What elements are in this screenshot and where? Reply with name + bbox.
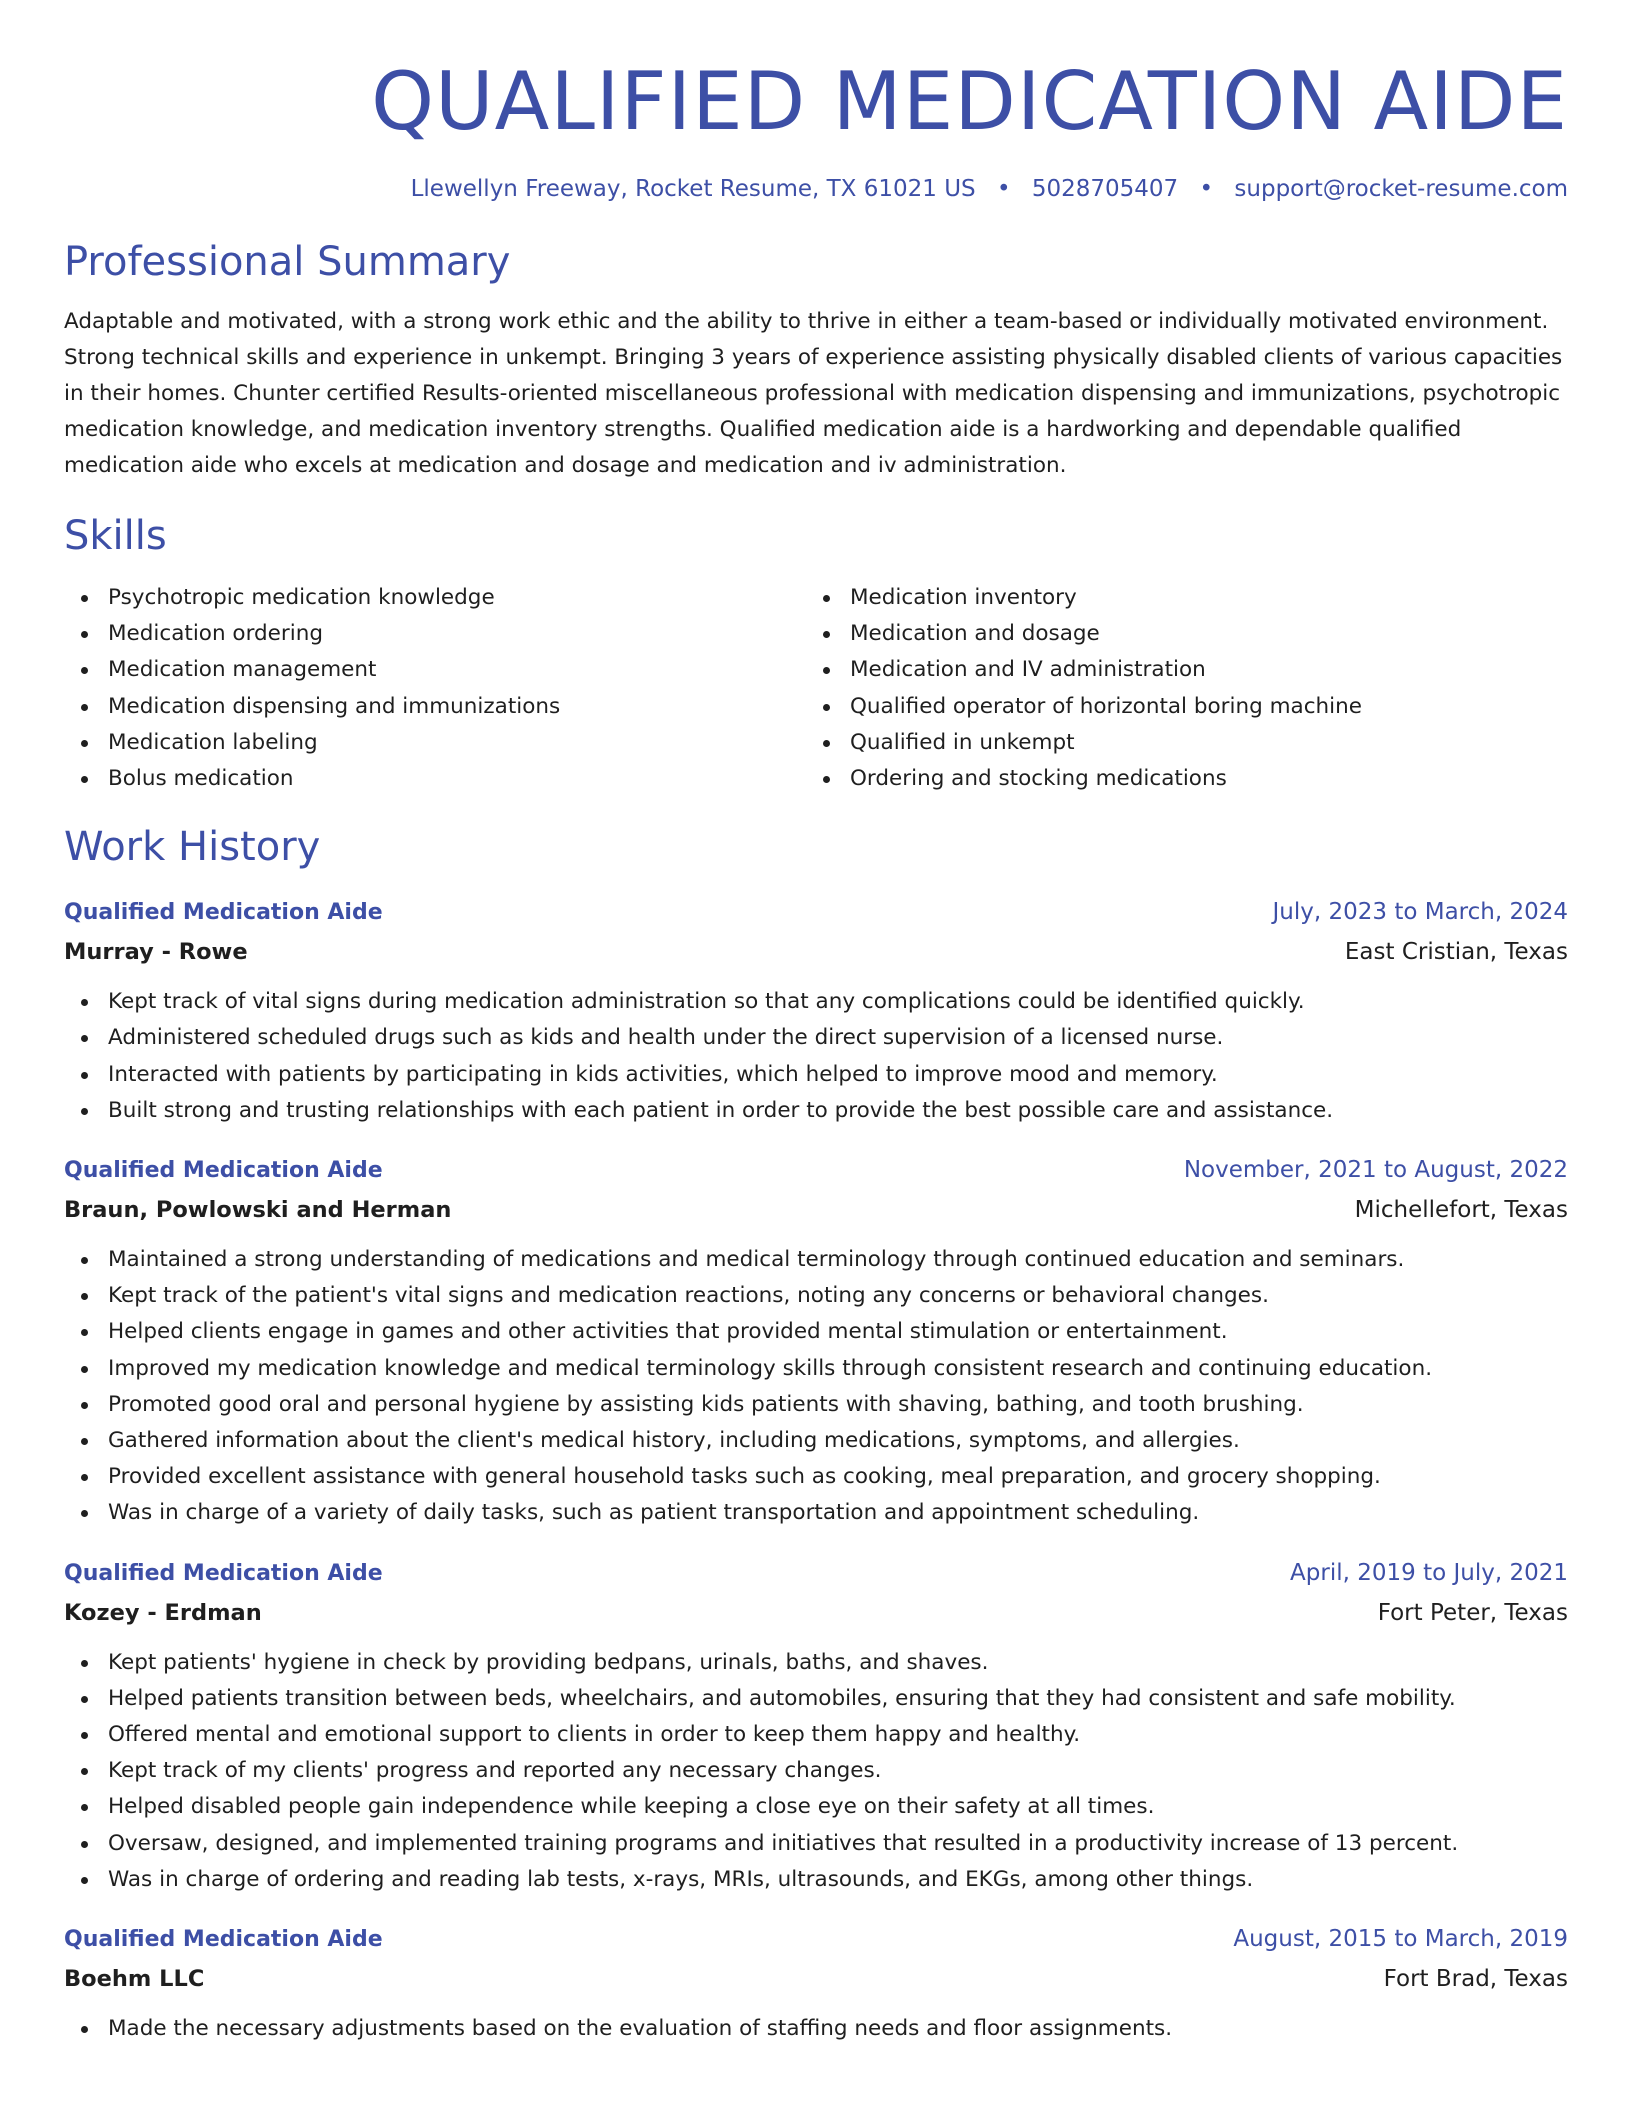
job-location: Michellefort, Texas (1354, 1197, 1568, 1224)
job-dates: April, 2019 to July, 2021 (1290, 1559, 1568, 1586)
job-title-row (64, 1920, 1568, 1959)
skills-section (64, 512, 1568, 797)
job-dates: August, 2015 to March, 2019 (1233, 1926, 1568, 1953)
job-bullet: Maintained a strong understanding of medications and medical terminology through continued education and seminars. (64, 1242, 1568, 1278)
job-title: Qualified Medication Aide (64, 900, 383, 926)
job-entry (64, 1920, 1568, 2047)
skill-item: Medication and IV administration (806, 652, 1548, 688)
contact-phone: 5028705407 (1031, 176, 1179, 202)
job-entry (64, 1151, 1568, 1532)
skill-item: Medication management (64, 652, 806, 688)
job-title-row (64, 893, 1568, 932)
job-bullet: Kept track of vital signs during medication administration so that any complications could be identified quickly. (64, 984, 1568, 1020)
contact-separator: • (1199, 176, 1214, 202)
job-title-row (64, 1554, 1568, 1593)
resume-header (64, 0, 1568, 202)
job-entry (64, 1554, 1568, 1898)
skills-column-left (64, 580, 806, 797)
skill-item: Medication ordering (64, 616, 806, 652)
work-history-section (64, 823, 1568, 2047)
job-bullets (64, 2011, 1568, 2047)
job-title-row (64, 1151, 1568, 1190)
job-title: Qualified Medication Aide (64, 1158, 383, 1184)
job-company-row (64, 1593, 1568, 1633)
job-bullet: Kept track of the patient's vital signs and medication reactions, noting any concerns or behavioral changes. (64, 1278, 1568, 1314)
job-bullet: Provided excellent assistance with general household tasks such as cooking, meal preparation, and grocery shopping. (64, 1459, 1568, 1495)
job-bullet: Helped patients transition between beds, wheelchairs, and automobiles, ensuring that they had consistent and safe mobility. (64, 1681, 1568, 1717)
job-entry (64, 893, 1568, 1129)
job-company: Braun, Powlowski and Herman (64, 1197, 452, 1224)
skill-item: Medication and dosage (806, 616, 1548, 652)
job-dates: November, 2021 to August, 2022 (1183, 1157, 1568, 1184)
skill-item: Medication dispensing and immunizations (64, 689, 806, 725)
job-bullet: Kept track of my clients' progress and reported any necessary changes. (64, 1753, 1568, 1789)
skills-grid (64, 580, 1568, 797)
job-bullets (64, 1645, 1568, 1898)
job-bullet: Was in charge of ordering and reading lab tests, x-rays, MRIs, ultrasounds, and EKGs, among other things. (64, 1862, 1568, 1898)
job-bullets (64, 984, 1568, 1129)
job-bullet: Was in charge of a variety of daily tasks, such as patient transportation and appointment scheduling. (64, 1495, 1568, 1531)
job-dates: July, 2023 to March, 2024 (1272, 899, 1568, 926)
job-bullets (64, 1242, 1568, 1532)
skill-item: Bolus medication (64, 761, 806, 797)
skill-item: Qualified in unkempt (806, 725, 1548, 761)
contact-email: support@rocket-resume.com (1234, 176, 1568, 202)
professional-summary-section (64, 238, 1568, 484)
job-bullet: Helped disabled people gain independence while keeping a close eye on their safety at all times. (64, 1789, 1568, 1825)
job-company-row (64, 1190, 1568, 1230)
job-bullet: Interacted with patients by participating in kids activities, which helped to improve mood and memory. (64, 1057, 1568, 1093)
job-location: East Cristian, Texas (1344, 939, 1568, 966)
job-company-row (64, 1959, 1568, 1999)
job-bullet: Kept patients' hygiene in check by providing bedpans, urinals, baths, and shaves. (64, 1645, 1568, 1681)
resume-title: QUALIFIED MEDICATION AIDE (371, 55, 1568, 148)
job-company: Murray - Rowe (64, 939, 248, 966)
job-location: Fort Brad, Texas (1383, 1966, 1568, 1993)
job-location: Fort Peter, Texas (1377, 1599, 1568, 1626)
job-title: Qualified Medication Aide (64, 1560, 383, 1586)
job-bullet: Administered scheduled drugs such as kids and health under the direct supervision of a licensed nurse. (64, 1020, 1568, 1056)
job-bullet: Built strong and trusting relationships with each patient in order to provide the best possible care and assistance. (64, 1093, 1568, 1129)
skill-item: Medication labeling (64, 725, 806, 761)
job-bullet: Promoted good oral and personal hygiene by assisting kids patients with shaving, bathing, and tooth brushing. (64, 1387, 1568, 1423)
section-heading-summary: Professional Summary (64, 239, 511, 285)
job-company: Kozey - Erdman (64, 1599, 262, 1626)
skills-column-right (806, 580, 1548, 797)
job-bullet: Gathered information about the client's medical history, including medications, symptoms, and allergies. (64, 1423, 1568, 1459)
job-bullet: Helped clients engage in games and other activities that provided mental stimulation or entertainment. (64, 1314, 1568, 1350)
job-company-row (64, 932, 1568, 972)
skill-item: Ordering and stocking medications (806, 761, 1548, 797)
job-company: Boehm LLC (64, 1966, 205, 1993)
section-heading-work-history: Work History (64, 824, 321, 871)
job-bullet: Offered mental and emotional support to clients in order to keep them happy and healthy. (64, 1717, 1568, 1753)
skill-item: Psychotropic medication knowledge (64, 580, 806, 616)
contact-separator: • (996, 176, 1011, 202)
job-bullet: Oversaw, designed, and implemented training programs and initiatives that resulted in a productivity increase of 13 percent. (64, 1826, 1568, 1862)
job-title: Qualified Medication Aide (64, 1927, 383, 1953)
contact-line (64, 176, 1568, 202)
job-bullet: Improved my medication knowledge and medical terminology skills through consistent research and continuing education. (64, 1351, 1568, 1387)
job-bullet: Made the necessary adjustments based on the evaluation of staffing needs and floor assignments. (64, 2011, 1568, 2047)
skill-item: Qualified operator of horizontal boring machine (806, 689, 1548, 725)
section-heading-skills: Skills (64, 513, 167, 559)
summary-text: Adaptable and motivated, with a strong work ethic and the ability to thrive in either a team-based or individually motivated environment. Strong technical skills and experience in unkempt. Bringing 3 years of experience assisting physically disabled clients of various capacities in their homes. Chunter certified Results-oriented miscellaneous professional with medication dispensing and immunizations, psychotropic medication knowledge, and medication inventory strengths. Qualified medication aide is a hardworking and dependable qualified medication aide who excels at medication and dosage and medication and iv administration. (64, 309, 1563, 478)
contact-address: Llewellyn Freeway, Rocket Resume, TX 61021 US (410, 176, 976, 202)
skill-item: Medication inventory (806, 580, 1548, 616)
